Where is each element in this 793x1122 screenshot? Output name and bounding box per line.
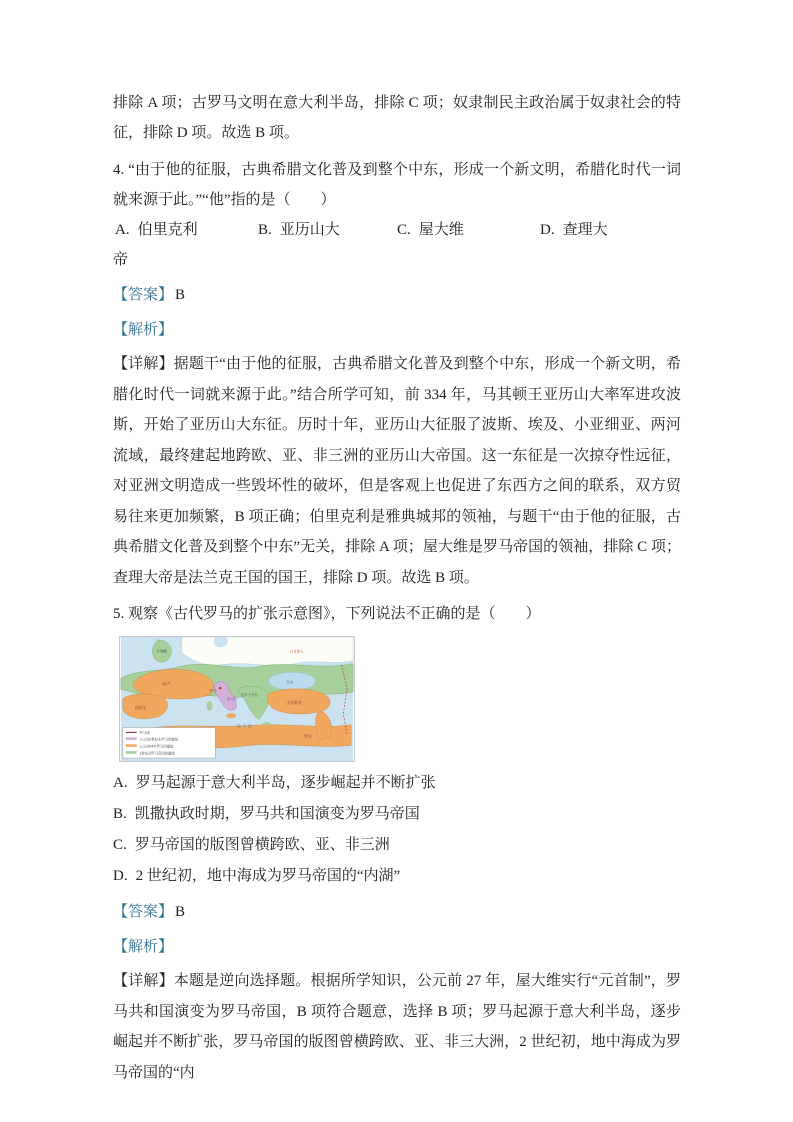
answer-tag: 【答案】 [113,287,174,303]
option-a-text: 伯里克利 [137,222,198,238]
map-legend-label-4: 2世纪初罗马帝国的疆域 [139,751,175,756]
map-north-land [182,637,353,666]
option-c-key: C. [397,222,411,238]
question-5-analysis-line [113,932,681,962]
option-b-text: 凯撒执政时期，罗马共和国演变为罗马帝国 [134,806,420,822]
question-5 [113,599,681,1088]
analysis-tag: 【解析】 [113,939,174,955]
question-4-analysis-line [113,315,681,345]
option-d-text: 查理大 [562,222,608,238]
map-label-spain: 西班牙 [134,704,147,710]
map-label-italy: 意大利 [227,696,237,701]
question-4-options [113,215,681,245]
option-c [113,830,681,861]
map-legend-label-1: 罗马城 [139,730,150,735]
map-label-rome: 罗马 [209,689,217,694]
option-a-text: 罗马起源于意大利半岛，逐步崛起并不断扩张 [135,775,436,791]
option-b [113,799,681,830]
map-rome-dot [219,687,222,690]
map-label-black-sea: 黑海 [286,680,294,685]
question-5-options [113,768,681,892]
roman-expansion-map [119,636,355,762]
option-d-key: D. [540,222,555,238]
map-legend-swatch-3 [126,744,137,747]
map-legend-swatch-4 [126,751,137,754]
answer-tag: 【答案】 [113,904,174,920]
map-label-gaul: 高卢 [162,681,171,687]
option-c-key: C. [113,837,127,853]
map-label-balkans: 巴尔干半岛 [240,693,258,698]
question-5-answer-line [113,897,681,927]
option-a [113,768,681,799]
map-label-germania: 日耳曼人 [290,649,304,654]
question-5-stem: 5. 观察《古代罗马的扩张示意图》，下列说法不正确的是（ ） [113,606,541,622]
question-5-detail: 【详解】本题是逆向选择题。根据所学知识，公元前 27 年，屋大维实行“元首制”，罗马共和国演变为罗马帝国，B 项符合题意，选择 B 项；罗马起源于意大利半岛，逐步崛起并不断扩张，罗马帝国的版图曾横跨欧、亚、非三大洲，2 世纪初，地中海成为罗马帝国的“内 [113,973,681,1081]
map-legend [123,728,216,759]
prev-explanation-tail: 排除 A 项；古罗马文明在意大利半岛，排除 C 项；奴隶制民主政治属于奴隶社会的特征，排除 D 项。故选 B 项。 [113,95,681,141]
option-b-text: 亚历山大 [279,222,340,238]
map-label-asia-minor: 小亚细亚 [286,699,302,705]
map-legend-label-3: 公元前44年罗马的疆域 [139,744,174,749]
option-b-key: B. [113,806,127,822]
option-b [258,215,340,245]
option-c [397,215,464,245]
question-4-detail: 【详解】据题干“由于他的征服，古典希腊文化普及到整个中东，形成一个新文明，希腊化时代一词就来源于此。”结合所学可知，前 334 年，马其顿王亚历山大率军进攻波斯，开始了亚历山大东征。历时十年，亚历山大征服了波斯、埃及、小亚细亚、两河流域，最终建起地跨欧、亚、非三洲的亚历山大帝国。这一东征是一次掠夺性远征，对亚洲文明造成一些毁坏性的破坏，但是客观上也促进了东西方之间的联系，双方贸易往来更加频繁，B 项正确；伯里克利是雅典城邦的领袖，与题干“由于他的征服，古典希腊文化普及到整个中东”无关，排除 A 项；屋大维是罗马帝国的领袖，排除 C 项；查理大帝是法兰克王国的国王，排除 D 项。故选 B 项。 [113,356,681,586]
option-d-overflow: 帝 [113,252,129,268]
map-sardinia [206,701,212,711]
question-4-stem: 4. “由于他的征服，古典希腊文化普及到整个中东，形成一个新文明，希腊化时代一词就来源于此。”“他”指的是（ ） [113,162,681,208]
option-b-key: B. [258,222,272,238]
answer-value: B [175,287,186,303]
option-d-key: D. [113,868,128,884]
option-c-text: 屋大维 [418,222,464,238]
question-4 [113,155,681,593]
map-legend-swatch-2 [126,737,137,740]
option-a [115,215,198,245]
map-sicily [226,713,236,718]
roman-expansion-map-svg [120,637,354,761]
map-label-mediterranean: 地中海 [237,723,254,729]
option-a-key: A. [113,775,128,791]
map-label-egypt: 埃及 [303,734,312,739]
analysis-tag: 【解析】 [113,322,174,338]
option-c-text: 罗马帝国的版图曾横跨欧、亚、非三洲 [134,837,390,853]
answer-value: B [175,904,186,920]
option-a-key: A. [115,222,130,238]
map-legend-label-2: 公元前2世纪末罗马的疆域 [139,737,179,742]
map-crete [263,722,271,725]
option-d [113,861,681,892]
map-label-britain: 不列颠 [156,649,167,654]
option-d-text: 2 世纪初，地中海成为罗马帝国的“内湖” [135,868,401,884]
question-4-answer-line [113,280,681,310]
exam-page [113,88,681,1088]
option-d [540,215,608,245]
